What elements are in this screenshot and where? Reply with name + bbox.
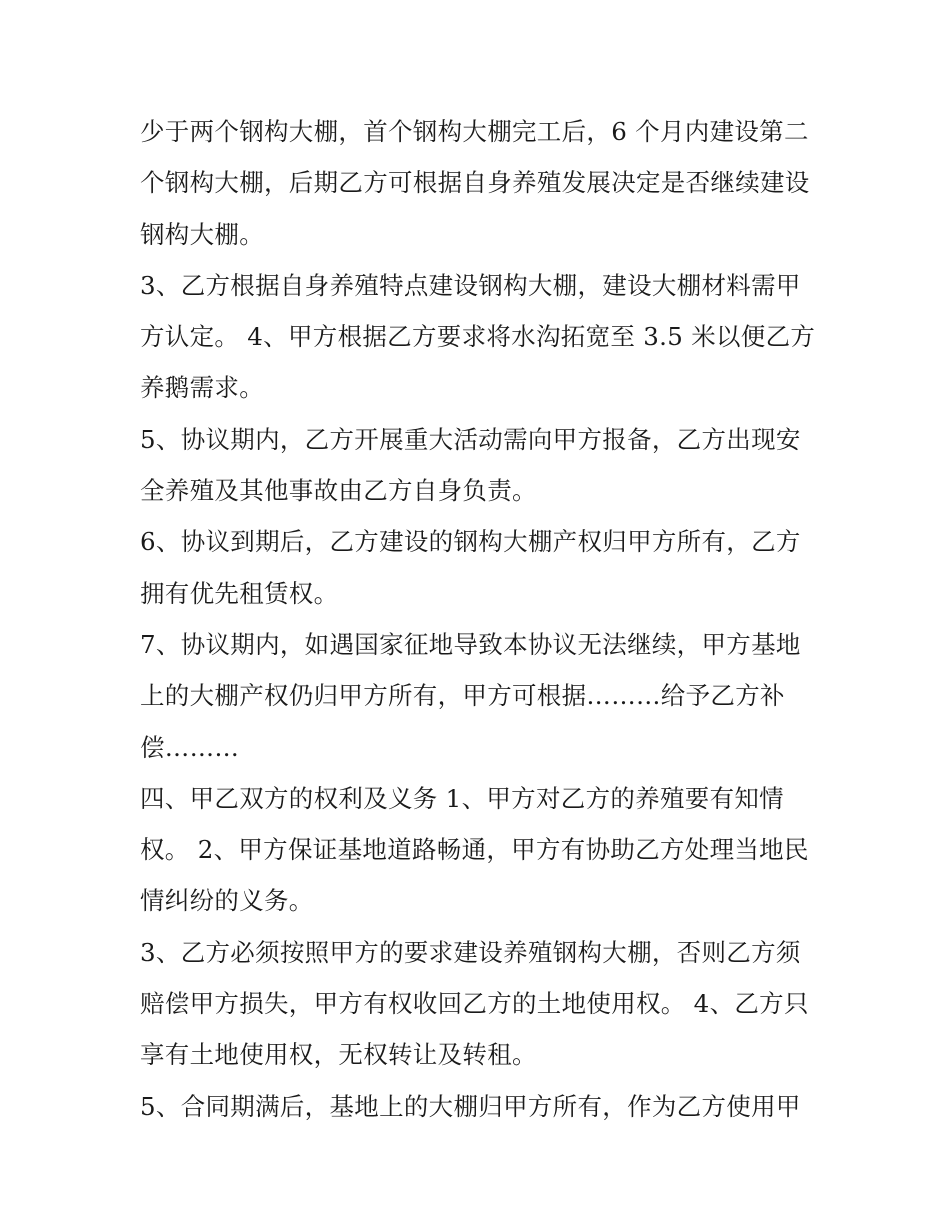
text-line: 赔偿甲方损失，甲方有权收回乙方的土地使用权。 4、乙方只 (140, 989, 809, 1019)
text-line: 四、甲乙双方的权利及义务 1、甲方对乙方的养殖要有知情 (140, 783, 784, 813)
text-line: 偿……… (140, 732, 240, 762)
text-line: 拥有优先租赁权。 (140, 578, 339, 608)
text-line: 少于两个钢构大棚，首个钢构大棚完工后，6 个月内建设第二 (140, 117, 809, 146)
text-line: 上的大棚产权仍归甲方所有，甲方可根据………给予乙方补 (140, 681, 785, 711)
text-line: 权。 2、甲方保证基地道路畅通，甲方有协助乙方处理当地民 (140, 835, 809, 865)
text-line: 6、协议到期后，乙方建设的钢构大棚产权归甲方所有，乙方 (140, 527, 801, 557)
text-line: 5、协议期内，乙方开展重大活动需向甲方报备，乙方出现安 (140, 424, 801, 454)
text-line: 3、乙方必须按照甲方的要求建设养殖钢构大棚，否则乙方须 (140, 937, 801, 967)
text-line: 方认定。 4、甲方根据乙方要求将水沟拓宽至 3.5 米以便乙方 (140, 322, 816, 352)
text-line: 个钢构大棚，后期乙方可根据自身养殖发展决定是否继续建设 (140, 168, 810, 198)
text-line: 7、协议期内，如遇国家征地导致本协议无法继续，甲方基地 (140, 629, 801, 659)
text-line: 钢构大棚。 (140, 219, 264, 249)
text-line: 养鹅需求。 (140, 373, 264, 403)
text-line: 享有土地使用权，无权转让及转租。 (140, 1040, 537, 1070)
text-line: 3、乙方根据自身养殖特点建设钢构大棚，建设大棚材料需甲 (140, 270, 801, 300)
document-body (140, 106, 815, 1132)
text-line: 5、合同期满后，基地上的大棚归甲方所有，作为乙方使用甲 (140, 1091, 801, 1121)
text-line: 情纠纷的义务。 (140, 886, 314, 916)
text-line: 全养殖及其他事故由乙方自身负责。 (140, 476, 537, 506)
